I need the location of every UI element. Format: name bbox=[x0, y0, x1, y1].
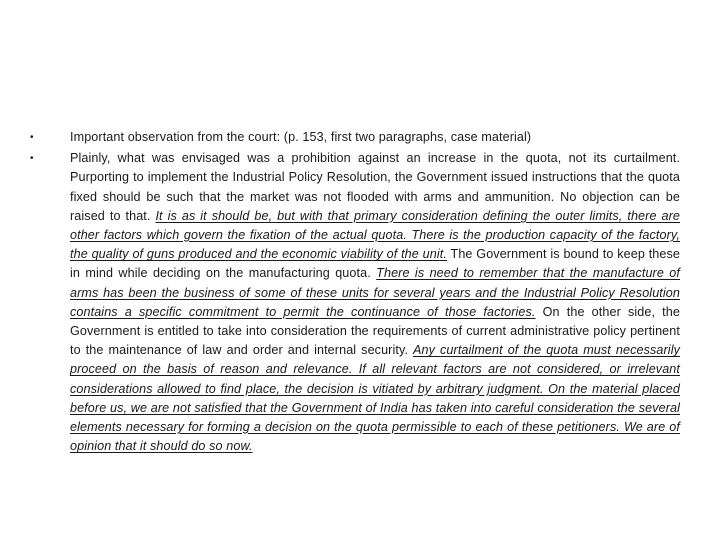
excerpt-emphasis-2: There is need to remember that the manufacture of arms has been the business of some of these units for several years and the Industrial Policy Resolution contains a specific commitment to permit the continuance of those factories. bbox=[70, 266, 681, 319]
excerpt-emphasis-1: It is as it should be, but with that primary consideration defining the outer limits, there are other factors which govern the fixation of the actual quota. There is the production capacity of the factory, the quality of guns produced and the economic viability of the unit. bbox=[70, 208, 680, 262]
observation-text: Important observation from the court: (p. 153, first two paragraphs, case material) bbox=[70, 130, 532, 144]
bullet-dot-icon: • bbox=[30, 153, 34, 165]
excerpt-text-2: The Government is bound to keep these in mind while deciding on the manufacturing quota. bbox=[70, 247, 681, 281]
bullet-list bbox=[30, 128, 680, 456]
bullet-item-observation bbox=[30, 128, 680, 147]
bullet-item-judgment-excerpt bbox=[30, 149, 680, 456]
bullet-dot-icon: • bbox=[30, 132, 34, 143]
excerpt-text-3: On the other side, the Government is entitled to take into consideration the requirements of current administrative policy pertinent to the maintenance of law and order and internal security. bbox=[70, 304, 680, 358]
excerpt-emphasis-3: Any curtailment of the quota must necessarily proceed on the basis of reason and relevance. If all relevant factors are not considered, or irrelevant considerations allowed to find place, the decision is vitiated by arbitrary judgment. On the material placed before us, we are not satisfied that the Government of India has taken into careful consideration the several elements necessary for forming a decision on the quota permissible to each of these petitioners. We are of opinion that it should do so now. bbox=[70, 343, 680, 454]
excerpt-text-1: Plainly, what was envisaged was a prohibition against an increase in the quota, not its curtailment. Purporting to implement the Industrial Policy Resolution, the Government issued instructions that the quota fixed should be such that the market was not flooded with arms and ammunition. No objection can be raised to that. bbox=[70, 151, 680, 223]
